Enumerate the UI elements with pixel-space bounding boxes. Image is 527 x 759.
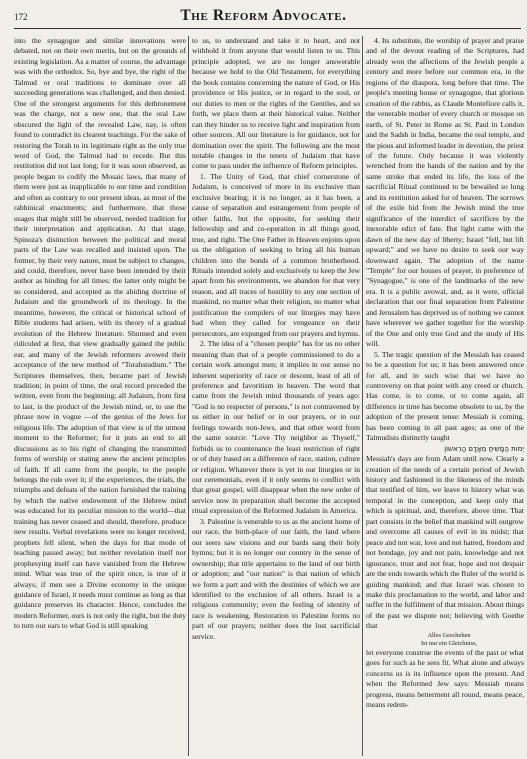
column-3-paragraph: Messiah's days are from Adam until now. Clearly a creation of the needs of a certain period of Jewish history and fashioned in the likeness of the minds that testified of him, we leave to history what was temporal in the conception, and keep only that which is spiritual, and, therefore, above time. That part consists in the belief that mankind will outgrow and overcome all causes of evil in its midst; that peace and not war, love and not hatred, freedom and not bondage, joy and not pain, knowledge and not ignorance, trust and not fear, hope and not despair are the ends towards which the Ruler of the world is guiding mankind; and that Israel was chosen to make this proclamation to the world, and labor and suffer in the fulfilment of that mission. About things of the past we dispute not; believing with Goethe that — [366, 454, 524, 631]
column-divider — [188, 36, 189, 756]
hebrew-quote: יְמוֹת הַמָּשִׁיחַ מֵאָדָם הָרִאשׁוֹן — [444, 444, 524, 453]
column-2 — [192, 36, 360, 756]
column-2-paragraph: 1. The Unity of God, that chief cornerstone of Judaism, is conceived of more in its exclusive than exclusive bearing; it is no longer, as it has been, a cause of separation and estrangement from people of other faiths, but the opposite, for seeking their fellowship and and co-operation in all things good, true, and right. The One Father in Heaven enjoins upon us the obligation of seeking to bring all his human children into the bonds of a common brotherhood. Rituals intended solely and exclusively to keep the Jew apart from his environments, we abandon for that very reason, and all traces of hostility to any one section of mankind, no matter what their religion, no matter what justification the compilers of our liturgies may have had when they called for vengeance on their persecutors, are expunged from our prayers and hymns. — [192, 171, 360, 338]
column-3-paragraph: 4. Its substitute, the worship of prayer and praise and of the devout reading of the Scriptures, had already won the affections of the Jewish people a century and more before our common era, in the regions of the diaspora, long before that time. The people's meeting house or synagogue, that glorious creation of the rabbis, as Claude Montefiore calls it, the venerable mother of every church or mosque on earth, of St. Peter in Rome as St. Paul in London and the Sadsh in India, became the real temple, and the pious and informed leader in devotion, the priest of the future. Only because it was violently wrenched from the hands of the nation and by the same stroke that ended its life, the loss of the sacrificial Ritual continued to be bewailed so long and its restitution asked for of heaven. The sorrows of the exile hid from the Jewish mind the true significance of the interdict of sacrifices by the inexorable edict of fate. But light came with the dawn of the new day of liberty; Israel "fell, but lift upward;" and we have no desire to seek our way downward again. The adoption of the name "Temple" for our houses of prayer, in preference of "Synagogue," is one of the landmarks of the new era. It is a public avowal, and, as it were, official declaration that our final separation from Palestine and Jerusalem has deprived us of nothing we cannot have wherever we gather together for the worship of the One and only true God and the study of His will. — [366, 36, 524, 349]
column-1 — [14, 36, 186, 756]
column-2-paragraph: to us, to understand and take it to heart, and not withhold it from anyone that would listen to us. This principle adopted, we are no longer answerable because we hold to the Old Testament, for everything the book contains concerning the nature of God, or His providence or His justice, or in regard to the soul, or our duties to men or the rights of the Gentiles, and so forth, we place them at their historical value. Neither can they hinder us to receive light and inspiration from other sources. All our literature is for guidance, not for domination over the spirit. The following are the most notable changes in the tenets of Judaism that have come to pass under the influence of Reform principles. — [192, 36, 360, 171]
german-quote-line-2: Ist nur ein Gleichniss, — [420, 639, 478, 647]
header-rule — [14, 28, 521, 29]
running-title: The Reform Advocate. — [180, 7, 347, 24]
column-1-paragraph: into the synagogue and similar innovations were debated, not on their own merits, but on the grounds of existing legislation. As a matter of course, the advantage was with the orthodox. So, bye and bye, the right of the Talmud or oral traditions to dominate over all succeeding generations was challenged, and then denied. One of the strongest arguments for this dethronement was the charge, not a new one, that the oral Law obscured the light of the revealed Law, nay, is often found to contradict its clearest teachings. For the sake of restoring the Torah to its legitimate right as the only true word of God, the Talmud had to recede. But this restitution did not last long; for it was soon observed, as people began to codify the Mosaic laws, that many of them were just as inapplicable to our time and condition and often as contrary to our present ideas, as most of the rabbinical enactments; and furthermore, that those usages that might still be observed, needed tradition for their interpretation and application. At that stage, Spinoza's distinction between the political and moral parts of the Law was recalled and insisted upon. The former, by their very nature, must be subject to changes, and could, therefore, never have been intended by their author as binding for all times; the latter only might be so considered, and accepted as the abiding doctrine of Judaism and the groundwork of its theology. In the meantime, however, the critical or historical school of Bible students had arisen, with its theory of a gradual evolution of the Hebrew literature. Shunned and even ridiculed at first, that view gradually gained the public ear, and many of the Jewish reformers avowed their acceptance of the new method of "Torahstudium." The Scriptures themselves, then, became part of Jewish tradition; in point of time, the oral record preceded the written, even from the beginning; all Judaism, from first to last, is the product of the Jewish mind, or, to use the phrase now in vogue —of the genius of the Jews for religious life. The adoption of that view is of the utmost moment to the Reformer; for it puts an end to all discussions as to his right of changing the transmitted forms of worship or stating anew the ancient principles of faith. If all came from the people, to the people belongs the rule over it; if the experiences, the trials, the triumphs and defeats of the nation furnished the training by which the native endowment of the Hebrew mind was educated for its peculiar mission to the world—that training has never ceased and should, therefore, produce new results. Verbal revelations were no longer received, prophets fell silent, when the days for that mode of teaching passed away; but neither revelation itself nor prophesying itself can have vanished from the Hebrew mind. What was true of the spirit once, is true of it always; if men see a Divine economy in the unique guidance of Israel, it needs must continue as long as that guidance preserves its character. Hence, concludes the modern Reformer, ours is not only the right, but the duty to turn our ears to what God is still speaking — [14, 36, 186, 631]
german-quote-line-1: Alles Geschehen — [427, 631, 471, 639]
column-3 — [366, 36, 524, 756]
column-divider — [362, 36, 363, 756]
column-3-paragraph: let everyone construe the events of the past or what goes for such as he sees fit. What alone and always concerns us is its influence upon the present. And when the Reformed Jew says: Messiah means progress, means betterment all round, means peace, means redem- — [366, 647, 524, 710]
column-2-paragraph: 2. The idea of a "chosen people" has for us no other meaning than that of a people commissioned to do a certain work amongst men; it implies in our sense no inherent superiority of race or descent, least of all of preference and favoritism in heaven. The word that came from the Jewish mind thousands of years ago: "God is no respecter of persons," is not contravened by us either in our belief or in our prayers, or in our feelings towards non-Jews, and that other word from the same source: "Love Thy neighbor as Thyself," forbids us to countenance the least restriction of right or of duty based on a difference of race, station, culture or religion. Whatever there is yet in our liturgies or in our ceremonials, even if it only seems to conflict with that great gospel, will disappear when the new order of service now in preparation shall become the accepted ritual expression of the Reformed Judaism in America. — [192, 339, 360, 516]
column-3-paragraph: 5. The tragic question of the Messiah has ceased to be a question for us; it has been answered once for all, and in such wise that we have no controversy on that point with any creed or church. Has come, is to come, or to come again, all difference in time has become obsolete to us, by the adoption of the present tense: Messiah is coming, has been coming in all past ages; as one of the Talmudists distinctly taught — [366, 349, 524, 443]
page-number: 172 — [14, 12, 28, 22]
page-header — [0, 0, 527, 30]
column-2-paragraph: 3. Palestine is venerable to us as the ancient home of our race, the birth-place of our faith, the land where our seers saw visions and our bards sang their holy hymns; but it is no longer our country in the sense of ownership; that title appertains to the land of our birth or adoption; and "our nation" is that nation of which we form a part and with the destinies of which we are identified to the exclusion of all others. Israel is a religious community; even the feeling of identity of race is weakening. Restoration to Palestine forms no part of our prayers; neither does the lost sacrificial service. — [192, 516, 360, 641]
